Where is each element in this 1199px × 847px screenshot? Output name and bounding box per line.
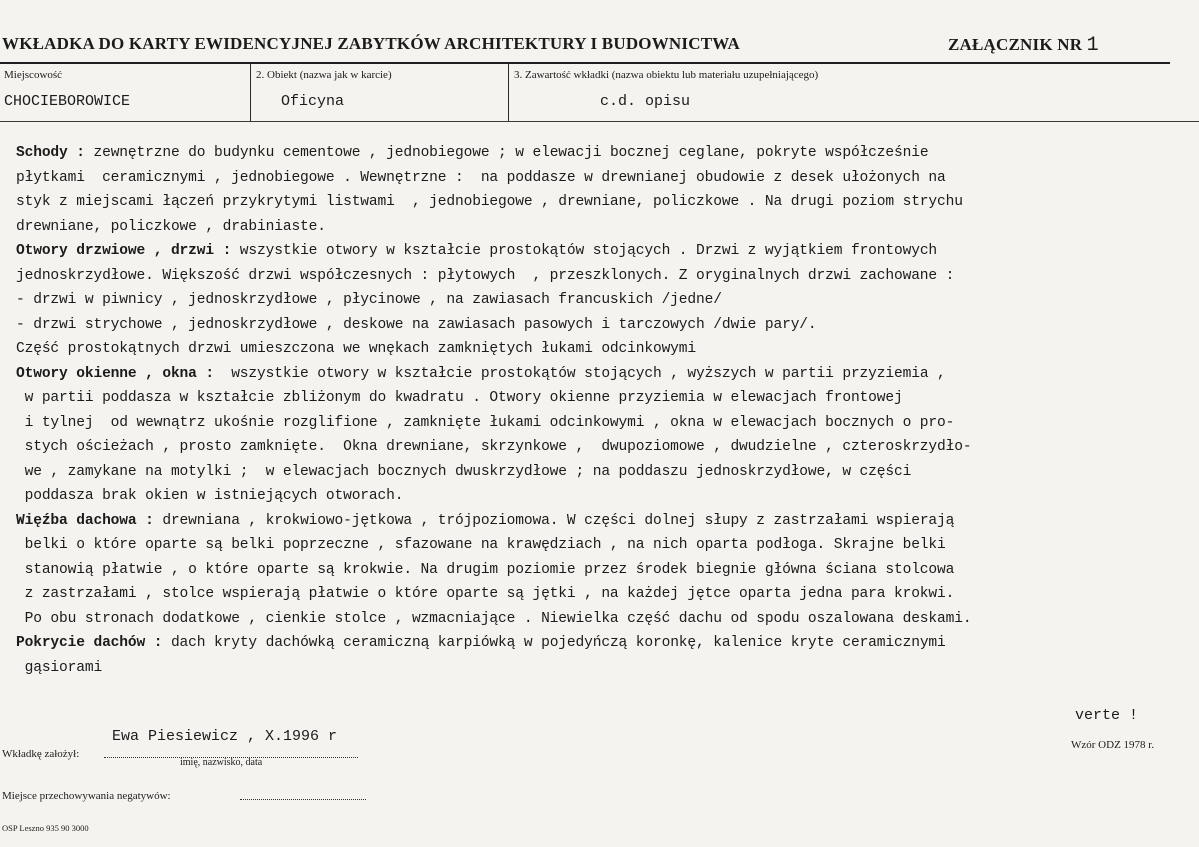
text-line <box>16 631 1186 656</box>
text-line <box>16 435 1186 460</box>
text-line <box>16 239 1186 264</box>
printer-imprint: OSP Leszno 935 90 3000 <box>2 823 89 833</box>
place-value: CHOCIEBOROWICE <box>4 93 131 110</box>
text-line <box>16 190 1186 215</box>
author-value: Ewa Piesiewicz , X.1996 r <box>112 728 338 745</box>
content-label: 3. Zawartość wkładki (nazwa obiektu lub materiału uzupełniającego) <box>514 69 819 81</box>
section-heading: Więźba dachowa : <box>16 512 154 529</box>
text-line <box>16 656 1186 681</box>
text-segment: stanowią płatwie , o które oparte są krokwie. Na drugim poziomie przez środek biegnie główna ściana stolcowa <box>16 561 955 578</box>
form-header <box>0 34 1199 57</box>
text-segment: wszystkie otwory w kształcie prostokątów stojących , wyższych w partii przyziemia , <box>213 365 946 382</box>
text-segment: płytkami ceramicznymi , jednobiegowe . Wewnętrzne : na poddasze w drewnianej obudowie z desek ułożonych na <box>16 169 946 186</box>
text-line <box>16 460 1186 485</box>
text-line <box>16 313 1186 338</box>
text-segment: wszystkie otwory w kształcie prostokątów stojących . Drzwi z wyjątkiem frontowych <box>231 243 938 259</box>
text-segment: - drzwi strychowe , jednoskrzydłowe , deskowe na zawiasach pasowych i tarczowych /dwie pary/. <box>16 316 817 333</box>
text-segment: drewniane, policzkowe , drabiniaste. <box>16 218 326 235</box>
text-segment: - drzwi w piwnicy , jednoskrzydłowe , płycinowe , na zawiasach francuskich /jedne/ <box>16 292 722 308</box>
text-segment: jednoskrzydłowe. Większość drzwi współczesnych : płytowych , przeszklonych. Z oryginalnych drzwi zachowane : <box>16 267 955 284</box>
negatives-dotline <box>240 799 366 800</box>
section-heading: Schody : <box>16 145 85 161</box>
text-segment: belki o które oparte są belki poprzeczne , sfazowane na krawędziach , na nich oparta podłoga. Skrajne belki <box>16 537 946 553</box>
author-caption: imię, nazwisko, data <box>180 757 263 768</box>
text-segment: stych ościeżach , prosto zamknięte. Okna drewniane, skrzynkowe , dwupoziomowe , dwudzielne , czteroskrzydło- <box>16 439 972 455</box>
field-divider-1 <box>250 63 251 121</box>
text-segment: i tylnej od wewnątrz ukośnie rozglifione , zamknięte łukami odcinkowymi , okna w elewacjach bocznych o pro- <box>16 414 955 431</box>
content-value: c.d. opisu <box>600 93 691 110</box>
form-title: WKŁADKA DO KARTY EWIDENCYJNEJ ZABYTKÓW ARCHITEKTURY I BUDOWNICTWA <box>2 34 741 53</box>
annex-label-group <box>948 34 1099 57</box>
fields-rule <box>0 121 1199 122</box>
annex-number: 1 <box>1086 34 1099 57</box>
text-line <box>16 288 1186 313</box>
text-segment: z zastrzałami , stolce wspierają płatwie o które oparte są jętki , na każdej jętce oparta jedna para krokwi. <box>16 586 955 602</box>
text-line <box>16 484 1186 509</box>
place-label: Miejscowość <box>4 69 63 81</box>
text-segment: gąsiorami <box>16 659 103 676</box>
text-segment: we , zamykane na motylki ; w elewacjach bocznych dwuskrzydłowe ; na poddaszu jednoskrzydłowe, w części <box>16 463 912 480</box>
negatives-label: Miejsce przechowywania negatywów: <box>2 790 171 802</box>
annex-label: ZAŁĄCZNIK NR <box>948 35 1083 54</box>
text-segment: w partii poddasza w kształcie zbliżonym do kwadratu . Otwory okienne przyziemia w elewacjach frontowej <box>16 390 903 406</box>
field-divider-2 <box>508 63 509 121</box>
header-rule <box>0 62 1170 64</box>
text-segment: styk z miejscami łączeń przykrytymi listwami , jednobiegowe , drewniane, policzkowe . Na drugi poziom strychu <box>16 194 963 210</box>
text-line <box>16 166 1186 191</box>
text-segment: Po obu stronach dodatkowe , cienkie stolce , wzmacniające . Niewielka część dachu od spodu oszalowana deskami. <box>16 610 972 627</box>
text-line <box>16 264 1186 289</box>
object-value: Oficyna <box>281 93 345 110</box>
text-segment: zewnętrzne do budynku cementowe , jednobiegowe ; w elewacji bocznej ceglane, pokryte współcześnie <box>84 145 929 161</box>
text-line <box>16 509 1186 534</box>
text-line <box>16 411 1186 436</box>
text-line <box>16 337 1186 362</box>
text-line <box>16 533 1186 558</box>
author-label: Wkładkę założył: <box>2 748 80 760</box>
text-segment: poddasza brak okien w istniejących otworach. <box>16 488 404 504</box>
section-heading: Otwory drzwiowe , drzwi : <box>16 243 232 259</box>
text-line <box>16 582 1186 607</box>
text-segment: dach kryty dachówką ceramiczną karpiówką w pojedyńczą koronkę, kalenice kryte ceramicznymi <box>162 635 946 651</box>
section-heading: Otwory okienne , okna : <box>16 365 214 382</box>
text-line <box>16 362 1186 387</box>
form-model: Wzór ODZ 1978 r. <box>1071 739 1155 751</box>
object-label: 2. Obiekt (nazwa jak w karcie) <box>256 69 392 81</box>
text-line <box>16 386 1186 411</box>
text-line <box>16 141 1186 166</box>
verte-note: verte ! <box>1075 707 1139 724</box>
text-line <box>16 215 1186 240</box>
text-segment: Część prostokątnych drzwi umieszczona we wnękach zamkniętych łukami odcinkowymi <box>16 341 697 357</box>
section-heading: Pokrycie dachów : <box>16 635 163 651</box>
text-line <box>16 607 1186 632</box>
description-text <box>16 141 1186 680</box>
text-line <box>16 558 1186 583</box>
text-segment: drewniana , krokwiowo-jętkowa , trójpoziomowa. W części dolnej słupy z zastrzałami wspierają <box>153 512 955 529</box>
